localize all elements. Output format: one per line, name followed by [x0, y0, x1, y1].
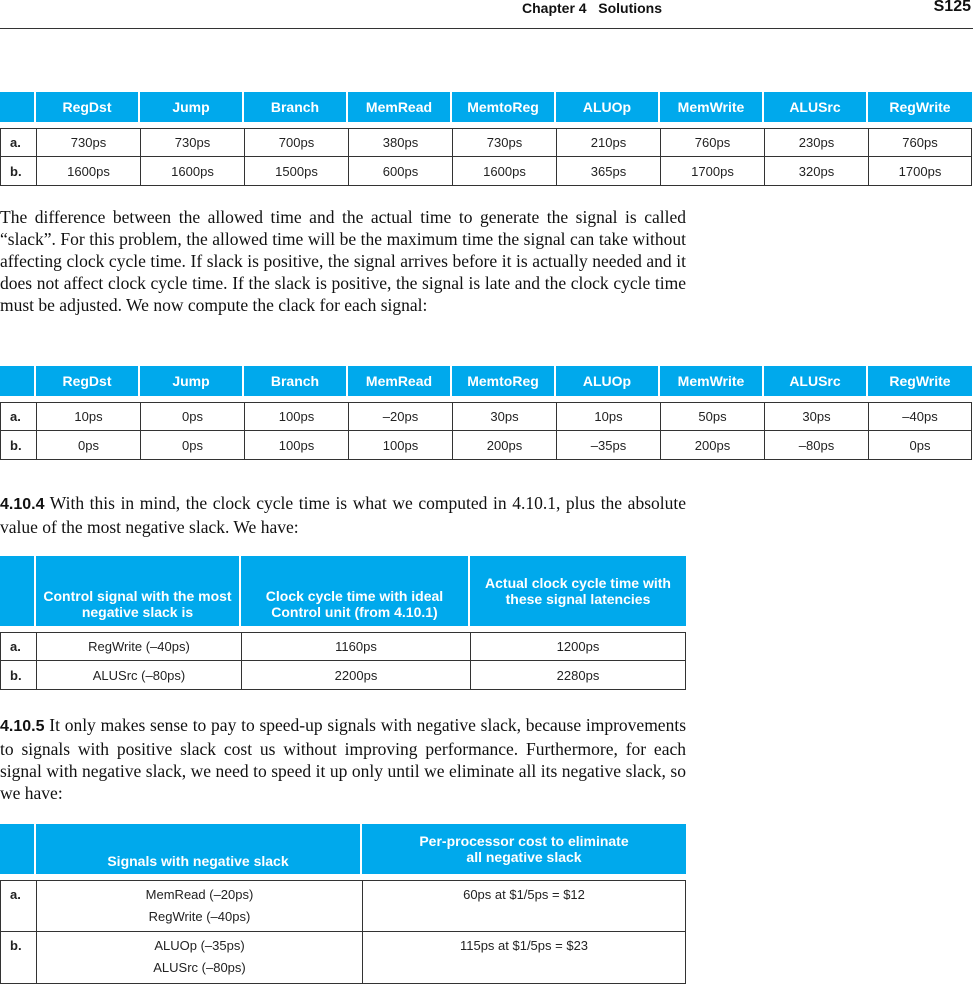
table-cell: 730ps: [36, 128, 140, 157]
table-cell: 210ps: [556, 128, 660, 157]
table-row: [0, 402, 972, 431]
table-cell: –80ps: [764, 431, 868, 460]
col-header: MemWrite: [660, 366, 764, 396]
col-header: MemWrite: [660, 92, 764, 122]
table-cell: 1700ps: [660, 157, 764, 186]
section-number: 4.10.4: [0, 496, 45, 513]
table-cell: 100ps: [244, 402, 348, 431]
table-cell: 100ps: [348, 431, 452, 460]
table-cell: 0ps: [140, 431, 244, 460]
table-row: [0, 431, 972, 460]
section-number: 4.10.5: [0, 718, 45, 735]
table-row: [0, 632, 686, 661]
row-label: a.: [0, 632, 36, 661]
table-row: [0, 880, 686, 932]
table-cell: 760ps: [868, 128, 972, 157]
latency-table: [0, 92, 972, 186]
signal-entry: ALUOp (–35ps): [154, 938, 245, 953]
corner-cell: [0, 92, 36, 122]
table-cell: 0ps: [36, 431, 140, 460]
corner-cell: [0, 824, 36, 874]
col-header: MemtoReg: [452, 366, 556, 396]
row-label: b.: [0, 932, 36, 984]
table-row: [0, 128, 972, 157]
table-header-row: [0, 824, 686, 874]
col-header: RegDst: [36, 92, 140, 122]
col-header: Control signal with the most negative slack is: [36, 556, 241, 626]
col-header: MemtoReg: [452, 92, 556, 122]
table-cell: 380ps: [348, 128, 452, 157]
cost-table: [0, 824, 686, 984]
row-label: a.: [0, 128, 36, 157]
clock-cycle-table: [0, 556, 686, 690]
col-header: Actual clock cycle time with these signal latencies: [470, 556, 686, 626]
table-cell: 1600ps: [140, 157, 244, 186]
table-cell: –35ps: [556, 431, 660, 460]
table-cell: 1160ps: [241, 632, 470, 661]
col-header: MemRead: [348, 366, 452, 396]
table-header-row: [0, 92, 972, 122]
signal-entry: RegWrite (–40ps): [148, 909, 251, 924]
table-cell: 760ps: [660, 128, 764, 157]
corner-cell: [0, 366, 36, 396]
section-4-10-5-paragraph: [0, 714, 686, 804]
table-cell: 1700ps: [868, 157, 972, 186]
col-header: Branch: [244, 92, 348, 122]
table-cell: 50ps: [660, 402, 764, 431]
table-cell: 200ps: [452, 431, 556, 460]
col-header: RegWrite: [868, 366, 972, 396]
table-cell: 10ps: [556, 402, 660, 431]
col-header: Per-processor cost to eliminate all negative slack: [362, 824, 686, 874]
table-cell: ALUSrc (–80ps): [36, 661, 241, 690]
table-cell: [36, 932, 362, 984]
table-cell: 1600ps: [36, 157, 140, 186]
slack-table: [0, 366, 972, 460]
table-cell: 230ps: [764, 128, 868, 157]
col-header: ALUSrc: [764, 92, 868, 122]
row-label: b.: [0, 661, 36, 690]
col-header: RegDst: [36, 366, 140, 396]
table-cell: 60ps at $1/5ps = $12: [362, 880, 686, 932]
table-cell: –40ps: [868, 402, 972, 431]
table-row: [0, 932, 686, 984]
table-row: [0, 157, 972, 186]
row-label: a.: [0, 402, 36, 431]
col-header: ALUSrc: [764, 366, 868, 396]
col-header: MemRead: [348, 92, 452, 122]
table-cell: 100ps: [244, 431, 348, 460]
table-cell: 10ps: [36, 402, 140, 431]
page-header: [0, 0, 973, 29]
col-header: Jump: [140, 92, 244, 122]
table-header-row: [0, 366, 972, 396]
table-cell: 1200ps: [470, 632, 686, 661]
col-header: RegWrite: [868, 92, 972, 122]
row-label: b.: [0, 157, 36, 186]
table-cell: 200ps: [660, 431, 764, 460]
table-cell: 320ps: [764, 157, 868, 186]
table-cell: 1600ps: [452, 157, 556, 186]
slack-paragraph: The difference between the allowed time and the actual time to generate the signal is called “slack”. For this problem, the allowed time will be the maximum time the signal can take without affecting clock cycle time. If slack is positive, the signal arrives before it is actually needed and it does not affect clock cycle time. If the slack is positive, the signal is late and the clock cycle time must be adjusted. We now compute the clack for each signal:: [0, 207, 686, 315]
col-header: ALUOp: [556, 92, 660, 122]
section-text: With this in mind, the clock cycle time is what we computed in 4.10.1, plus the absolute value of the most negative slack. We have:: [0, 493, 686, 537]
col-header: Branch: [244, 366, 348, 396]
table-cell: 365ps: [556, 157, 660, 186]
col-header: Signals with negative slack: [36, 824, 362, 874]
section-text: It only makes sense to pay to speed-up signals with negative slack, because improvements to signals with positive slack cost us without improving performance. Furthermore, for each signal with negative slack, we need to speed it up only until we eliminate all its negative slack, so we have:: [0, 715, 686, 803]
table-cell: 115ps at $1/5ps = $23: [362, 932, 686, 984]
signal-entry: MemRead (–20ps): [145, 887, 254, 902]
table-header-row: [0, 556, 686, 626]
chapter-title: Chapter 4 Solutions: [522, 0, 663, 16]
row-label: b.: [0, 431, 36, 460]
table-cell: 600ps: [348, 157, 452, 186]
table-cell: [36, 880, 362, 932]
col-header: ALUOp: [556, 366, 660, 396]
col-header: Jump: [140, 366, 244, 396]
table-cell: 730ps: [140, 128, 244, 157]
table-cell: –20ps: [348, 402, 452, 431]
table-cell: 700ps: [244, 128, 348, 157]
row-label: a.: [0, 880, 36, 932]
table-cell: 2280ps: [470, 661, 686, 690]
table-cell: 0ps: [140, 402, 244, 431]
table-cell: 30ps: [452, 402, 556, 431]
table-cell: 1500ps: [244, 157, 348, 186]
table-cell: 0ps: [868, 431, 972, 460]
signal-entry: ALUSrc (–80ps): [153, 960, 246, 975]
table-cell: RegWrite (–40ps): [36, 632, 241, 661]
section-4-10-4-paragraph: [0, 492, 686, 538]
col-header: Clock cycle time with ideal Control unit (from 4.10.1): [241, 556, 470, 626]
table-cell: 2200ps: [241, 661, 470, 690]
corner-cell: [0, 556, 36, 626]
page-number: S125: [933, 0, 971, 15]
table-cell: 30ps: [764, 402, 868, 431]
table-row: [0, 661, 686, 690]
table-cell: 730ps: [452, 128, 556, 157]
